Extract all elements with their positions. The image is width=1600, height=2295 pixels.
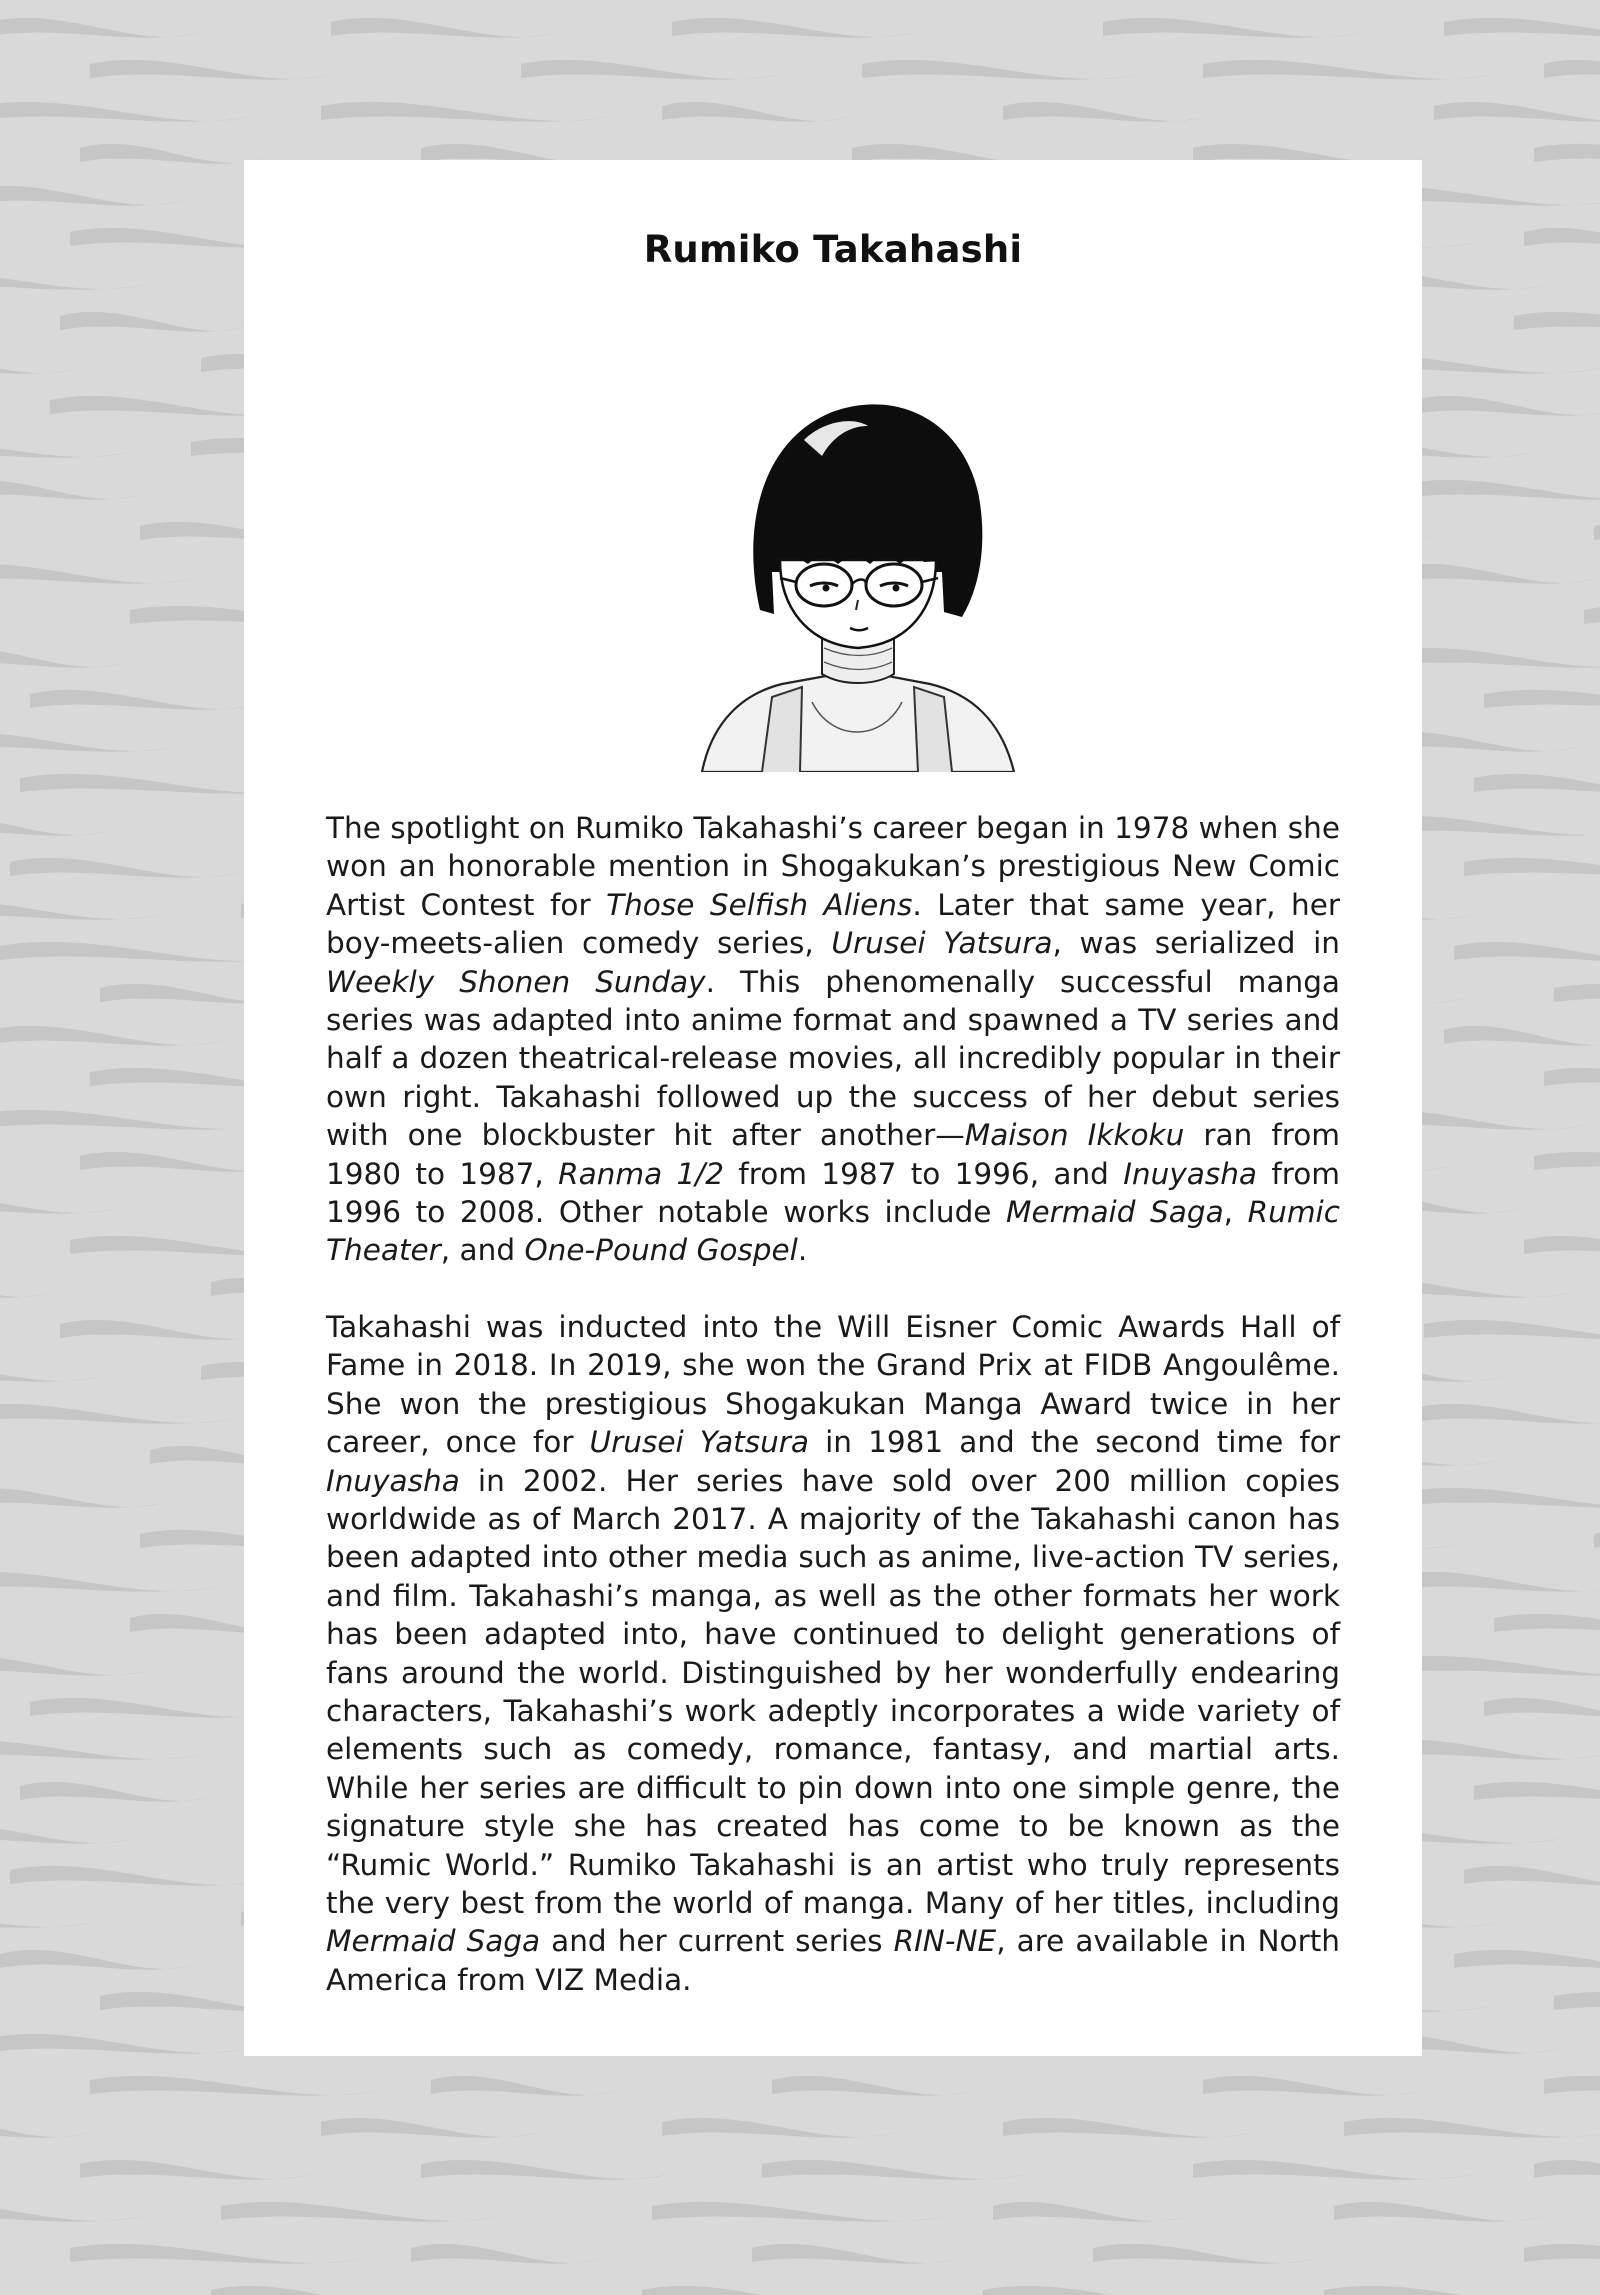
- zebra-stripe: [0, 1656, 150, 1676]
- zebra-stripe: [1484, 690, 1600, 710]
- zebra-stripe: [1554, 984, 1600, 1004]
- zebra-stripe: [1404, 480, 1600, 500]
- work-title: RIN-NE: [893, 1924, 997, 1959]
- zebra-stripe: [1003, 2118, 1255, 2138]
- bio-paragraph-2: Takahashi was inducted into the Will Eisner Comic Awards Hall of Fame in 2018. In 2019, she won the Grand Prix at FIDB Angoulême. She won the prestigious Shogakukan Manga Award twice in her career, once for Urusei Yatsura in 1981 and the second time for Inuyasha in 2002. Her series have sold over 200 million copies worldwide as of March 2017. A majority of the Takahashi canon has been adapted into other media such as anime, live-action TV series, and film. Takahashi’s manga, as well as the other formats her work has been adapted into, have continued to delight generations of fans around the world. Distinguished by her wonderfully endearing characters, Takahashi’s work adeptly incorporates a wide variety of elements such as comedy, romance, fantasy, and martial arts. While her series are difficult to pin down into one simple genre, the signature style she has created has come to be known as the “Rumic World.” Rumiko Takahashi is an artist who truly represents the very best from the world of manga. Many of her titles, including Mermaid Saga and her current series RIN-NE, are available in North America from VIZ Media.: [326, 1309, 1340, 1997]
- zebra-stripe: [10, 858, 241, 878]
- work-title: Ranma 1/2: [558, 1156, 724, 1191]
- zebra-stripe: [1594, 1530, 1600, 1550]
- zebra-stripe: [0, 1362, 103, 1382]
- zebra-stripe: [1474, 774, 1600, 794]
- zebra-stripe: [1003, 102, 1207, 122]
- zebra-stripe: [1424, 1320, 1600, 1340]
- zebra-stripe: [1394, 1572, 1600, 1592]
- zebra-stripe: [752, 2244, 960, 2264]
- zebra-stripe: [983, 2286, 1239, 2295]
- zebra-stripe: [1414, 396, 1600, 416]
- zebra-stripe: [521, 60, 780, 80]
- zebra-stripe: [0, 816, 110, 836]
- work-title: Maison Ikkoku: [964, 1118, 1185, 1153]
- zebra-stripe: [0, 1278, 51, 1298]
- zebra-stripe: [0, 438, 131, 458]
- zebra-stripe: [1534, 1152, 1600, 1172]
- zebra-stripe: [1544, 60, 1600, 80]
- zebra-stripe: [1584, 606, 1600, 626]
- zebra-stripe: [0, 186, 185, 206]
- zebra-stripe: [1454, 942, 1600, 962]
- zebra-stripe: [862, 60, 1138, 80]
- zebra-stripe: [0, 18, 201, 38]
- zebra-stripe: [662, 2118, 897, 2138]
- zebra-stripe: [1464, 1866, 1600, 1886]
- zebra-stripe: [431, 2076, 618, 2096]
- zebra-stripe: [1514, 312, 1600, 332]
- zebra-stripe: [1524, 1236, 1600, 1256]
- zebra-stripe: [1464, 858, 1600, 878]
- zebra-stripe: [1554, 1992, 1600, 2012]
- zebra-stripe: [1474, 1782, 1600, 1802]
- zebra-stripe: [0, 1488, 166, 1508]
- zebra-stripe: [211, 2286, 433, 2295]
- zebra-stripe: [0, 1740, 202, 1760]
- zebra-stripe: [1414, 1404, 1600, 1424]
- zebra-stripe: [0, 1908, 96, 1928]
- zebra-stripe: [1434, 102, 1600, 122]
- zebra-stripe: [1544, 1068, 1600, 1088]
- work-title: One-Pound Gospel: [524, 1233, 798, 1268]
- zebra-stripe: [0, 1404, 234, 1424]
- zebra-stripe: [672, 18, 917, 38]
- zebra-stripe: [1544, 2076, 1600, 2096]
- zebra-stripe: [1344, 2118, 1600, 2138]
- zebra-stripe: [0, 354, 79, 374]
- zebra-stripe: [1524, 228, 1600, 248]
- zebra-stripe: [772, 2076, 976, 2096]
- zebra-stripe: [80, 144, 264, 164]
- zebra-stripe: [1324, 2286, 1597, 2295]
- zebra-stripe: [331, 18, 559, 38]
- magazine-title: Weekly Shonen Sunday: [326, 964, 706, 999]
- zebra-stripe: [1444, 18, 1600, 38]
- work-title: Mermaid Saga: [326, 1924, 541, 1959]
- page-title: Rumiko Takahashi: [643, 228, 1023, 271]
- zebra-stripe: [90, 60, 332, 80]
- work-title: Mermaid Saga: [1006, 1195, 1224, 1230]
- zebra-stripe: [642, 2286, 881, 2295]
- zebra-stripe: [0, 102, 253, 122]
- zebra-stripe: [0, 1110, 277, 1130]
- work-title: Inuyasha: [326, 1463, 460, 1498]
- zebra-stripe: [1093, 2244, 1318, 2264]
- zebra-stripe: [0, 2202, 143, 2222]
- bio-text: [326, 809, 1340, 2037]
- zebra-stripe: [0, 1950, 197, 1970]
- zebra-stripe: [411, 2244, 602, 2264]
- zebra-stripe: [0, 1824, 134, 1844]
- zebra-stripe: [993, 2202, 1187, 2222]
- work-title: Urusei Yatsura: [589, 1425, 810, 1460]
- work-title: Rumic Theater: [326, 1195, 1340, 1268]
- zebra-stripe: [1334, 2202, 1545, 2222]
- bio-card: [244, 160, 1422, 2056]
- zebra-stripe: [321, 2118, 539, 2138]
- zebra-stripe: [1454, 1950, 1600, 1970]
- zebra-stripe: [0, 270, 147, 290]
- zebra-stripe: [10, 1866, 265, 1886]
- zebra-stripe: [1494, 1614, 1600, 1634]
- zebra-stripe: [221, 2202, 501, 2222]
- zebra-stripe: [662, 102, 849, 122]
- zebra-stripe: [80, 2160, 312, 2180]
- zebra-stripe: [60, 312, 248, 332]
- zebra-stripe: [20, 1782, 213, 1802]
- zebra-stripe: [762, 2160, 1028, 2180]
- zebra-stripe: [1524, 2244, 1600, 2264]
- zebra-stripe: [1444, 1026, 1600, 1046]
- zebra-stripe: [60, 1320, 272, 1340]
- zebra-stripe: [90, 2076, 380, 2096]
- bio-paragraph-1: The spotlight on Rumiko Takahashi’s career began in 1978 when she won an honorable mention in Shogakukan’s prestigious New Comic Artist Contest for Those Selfish Aliens. Later that same year, her boy-meets-alien comedy series, Urusei Yatsura, was serialized in Weekly Shonen Sunday. This phenomenally successful manga series was adapted into anime format and spawned a TV series and half a dozen theatrical-release movies, all incredibly popular in their own right. Takahashi followed up the success of her debut series with one blockbuster hit after another—Maison Ikkoku ran from 1980 to 1987, Ranma 1/2 from 1987 to 1996, and Inuyasha from 1996 to 2008. Other notable works include Mermaid Saga, Rumic Theater, and One-Pound Gospel.: [326, 811, 1341, 1268]
- zebra-stripe: [1534, 144, 1600, 164]
- zebra-stripe: [421, 2160, 670, 2180]
- zebra-stripe: [0, 1572, 218, 1592]
- zebra-stripe: [1594, 522, 1600, 542]
- zebra-stripe: [0, 648, 126, 668]
- zebra-stripe: [0, 2286, 75, 2295]
- zebra-stripe: [321, 102, 611, 122]
- zebra-stripe: [0, 900, 162, 920]
- zebra-stripe: [1203, 60, 1496, 80]
- zebra-stripe: [1394, 564, 1596, 584]
- zebra-stripe: [0, 2118, 91, 2138]
- zebra-stripe: [0, 2034, 249, 2054]
- work-title: Inuyasha: [1123, 1156, 1258, 1191]
- work-title: Those Selfish Aliens: [606, 887, 913, 922]
- zebra-stripe: [1203, 2076, 1424, 2096]
- zebra-stripe: [0, 1026, 225, 1046]
- zebra-stripe: [0, 1194, 119, 1214]
- author-self-portrait-icon: [662, 382, 1052, 772]
- zebra-stripe: [0, 480, 142, 500]
- zebra-stripe: [70, 2244, 364, 2264]
- zebra-stripe: [0, 564, 194, 584]
- work-title: Urusei Yatsura: [831, 926, 1053, 961]
- zebra-stripe: [1103, 18, 1365, 38]
- zebra-stripe: [1484, 1698, 1600, 1718]
- zebra-stripe: [30, 690, 257, 710]
- zebra-stripe: [1404, 1488, 1600, 1508]
- zebra-stripe: [652, 2202, 949, 2222]
- zebra-stripe: [0, 732, 178, 752]
- zebra-stripe: [1534, 2160, 1600, 2180]
- zebra-stripe: [1193, 2160, 1476, 2180]
